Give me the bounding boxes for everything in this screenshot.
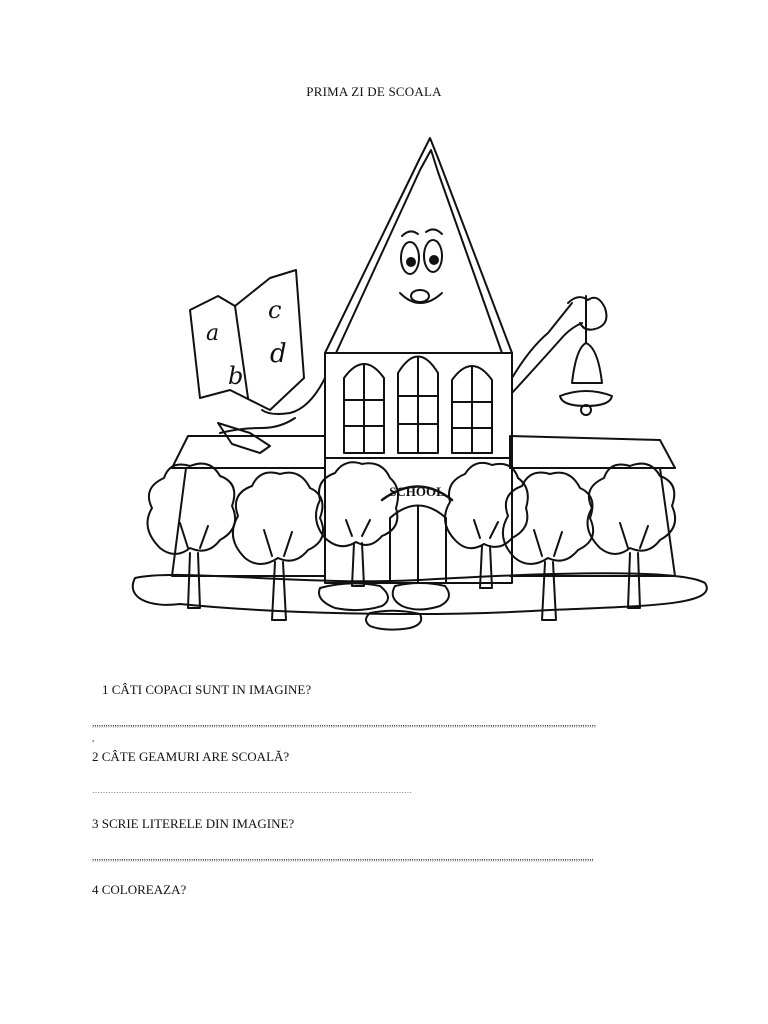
tree-2 xyxy=(233,473,323,621)
front-path xyxy=(319,583,449,630)
svg-text:d: d xyxy=(270,339,287,369)
tree-3 xyxy=(316,462,398,586)
answer-line-1-continuation: , xyxy=(92,733,95,743)
answer-line-2: ………………………………………………………………………………………………………… xyxy=(92,786,412,795)
answer-line-3: ,,,,,,,,,,,,,,,,,,,,,,,,,,,,,,,,,,,,,,,,,,,,,,,,,,,,,,,,,,,,,,,,,,,,,,,,,,,,,,,,,,,,,,,,,,,,,,,,,,,,,,,,,,,,,,,,,,,,,,,,,,,,,,,,,,,,,,,,,,,,,,,,,,,,,,,,,,,,,,,,,,,,,,,,,,,,,,,,,,,,,,,,,,,,,,,,,,,,,,,,,,,,,,,,,,,,,,,,,,,,,,, xyxy=(92,852,594,862)
svg-text:b: b xyxy=(228,362,244,390)
school-sign: SCHOOL xyxy=(389,484,445,499)
window-left xyxy=(344,364,384,453)
arm-with-bell xyxy=(512,296,612,415)
door xyxy=(382,487,452,584)
bell xyxy=(572,343,602,383)
book-letters xyxy=(206,296,287,390)
question-1: 1 CÂTI COPACI SUNT IN IMAGINE? xyxy=(102,682,312,697)
tree-1 xyxy=(148,464,236,608)
svg-text:c: c xyxy=(268,296,282,324)
school-face xyxy=(400,229,442,303)
school-illustration xyxy=(120,128,740,638)
page-title: PRIMA ZI DE SCOALA xyxy=(306,84,442,99)
arm-with-book xyxy=(190,270,325,453)
question-4: 4 COLOREAZA? xyxy=(92,882,187,897)
svg-text:a: a xyxy=(206,321,220,346)
tree-4 xyxy=(445,463,528,588)
answer-line-1: ,,,,,,,,,,,,,,,,,,,,,,,,,,,,,,,,,,,,,,,,,,,,,,,,,,,,,,,,,,,,,,,,,,,,,,,,,,,,,,,,,,,,,,,,,,,,,,,,,,,,,,,,,,,,,,,,,,,,,,,,,,,,,,,,,,,,,,,,,,,,,,,,,,,,,,,,,,,,,,,,,,,,,,,,,,,,,,,,,,,,,,,,,,,,,,,,,,,,,,,,,,,,,,,,,,,,,,,,,,,,,,,, xyxy=(92,718,596,728)
window-middle xyxy=(398,357,438,454)
window-right xyxy=(452,366,492,453)
question-2: 2 CÂTE GEAMURI ARE SCOALĂ? xyxy=(92,749,290,764)
tree-5 xyxy=(503,473,593,621)
ground-shape xyxy=(133,573,707,614)
question-3: 3 SCRIE LITERELE DIN IMAGINE? xyxy=(92,816,295,831)
